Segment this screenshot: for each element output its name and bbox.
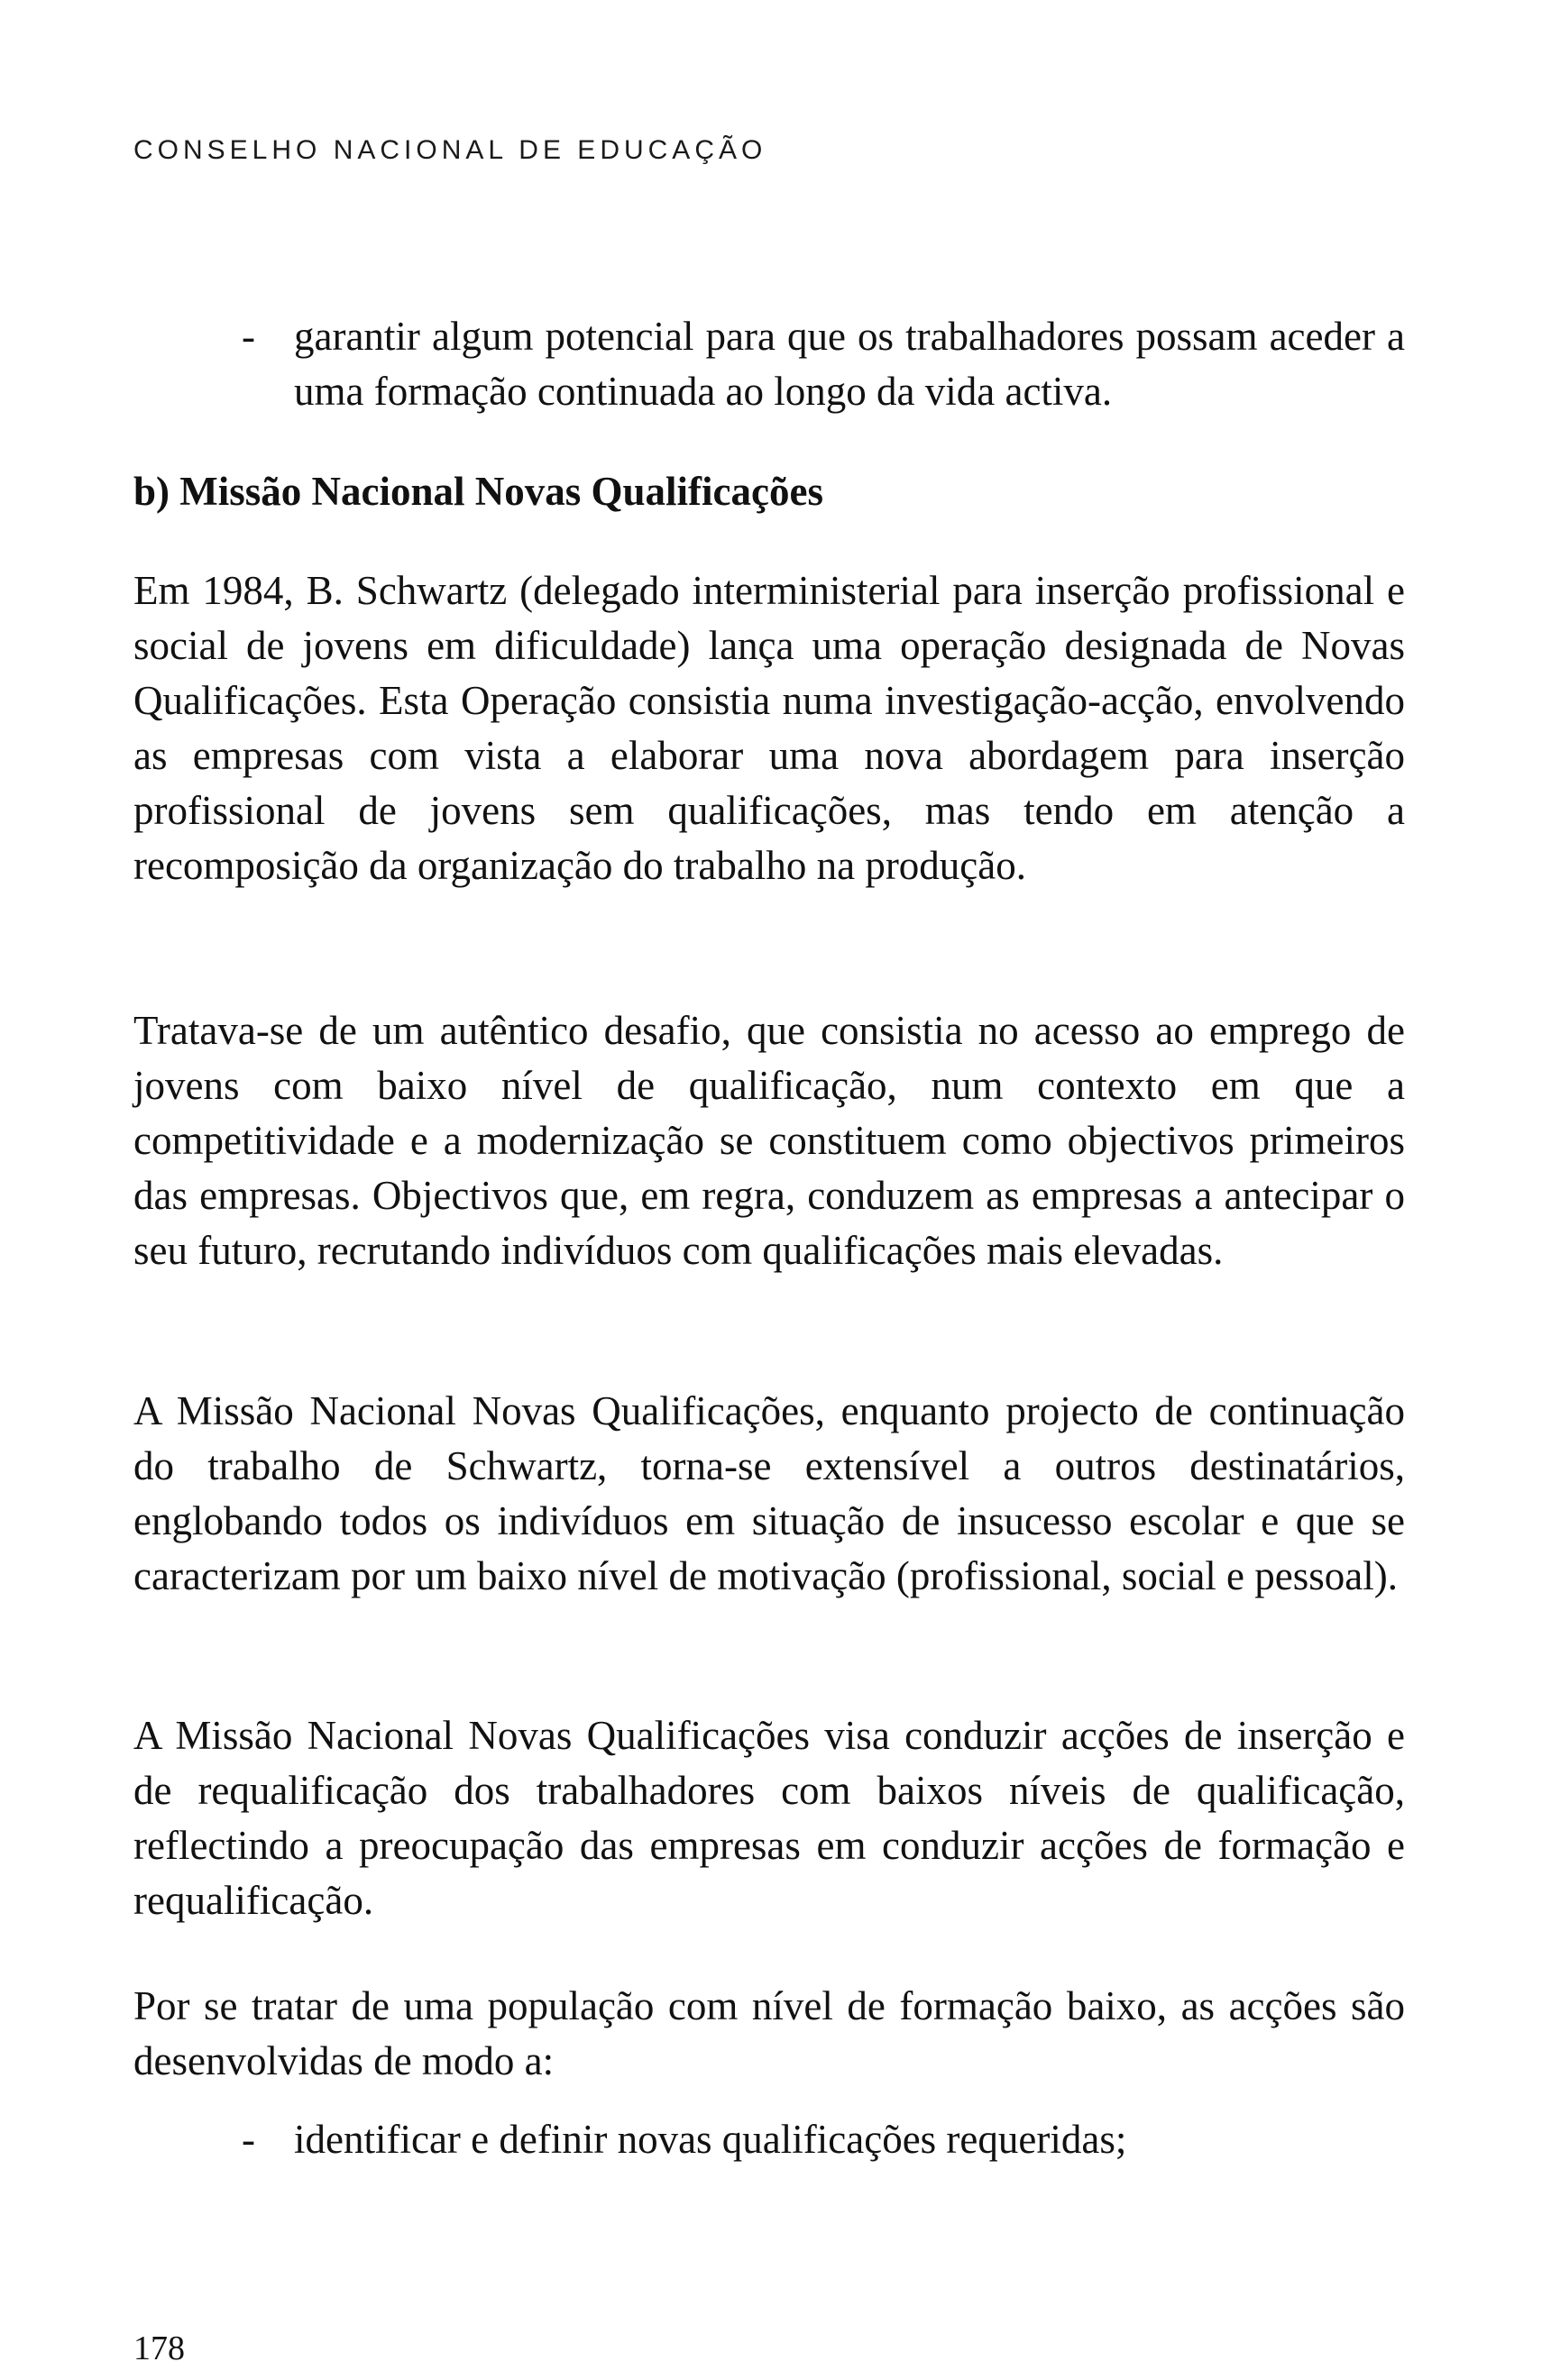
bullet-text: garantir algum potencial para que os trabalhadores possam aceder a uma formação continuada ao longo da vida activa. — [294, 314, 1405, 414]
paragraph: Por se tratar de uma população com nível de formação baixo, as acções são desenvolvidas de modo a: — [133, 1983, 1405, 2083]
list-item — [133, 2112, 1405, 2167]
bullet-dash: - — [242, 2117, 255, 2162]
paragraph: A Missão Nacional Novas Qualificações visa conduzir acções de inserção e de requalificação dos trabalhadores com baixos níveis de qualificação, reflectindo a preocupação das empresas em conduzir acções de formação e requalificação. — [133, 1713, 1405, 1923]
bullet-dash: - — [242, 314, 255, 359]
paragraph: Tratava-se de um autêntico desafio, que consistia no acesso ao emprego de jovens com baixo nível de qualificação, num contexto em que a competitividade e a modernização se constituem como objectivos primeiros das empresas. Objectivos que, em regra, conduzem as empresas a antecipar o seu futuro, recrutando indivíduos com qualificações mais elevadas. — [133, 1008, 1405, 1273]
paragraph: Em 1984, B. Schwartz (delegado interministerial para inserção profissional e social de jovens em dificuldade) lança uma operação designada de Novas Qualificações. Esta Operação consistia numa investigação-acção, envolvendo as empresas com vista a elaborar uma nova abordagem para inserção profissional de jovens sem qualificações, mas tendo em atenção a recomposição da organização do trabalho na produção. — [133, 568, 1405, 888]
running-header: CONSELHO NACIONAL DE EDUCAÇÃO — [133, 135, 767, 165]
section-heading: b) Missão Nacional Novas Qualificações — [133, 469, 823, 514]
bullet-text: identificar e definir novas qualificações requeridas; — [294, 2117, 1127, 2162]
paragraph: A Missão Nacional Novas Qualificações, enquanto projecto de continuação do trabalho de Schwartz, torna-se extensível a outros destinatários, englobando todos os indivíduos em situação de insucesso escolar e que se caracterizam por um baixo nível de motivação (profissional, social e pessoal). — [133, 1388, 1405, 1598]
page-number: 178 — [133, 2330, 185, 2367]
list-item — [133, 309, 1405, 419]
